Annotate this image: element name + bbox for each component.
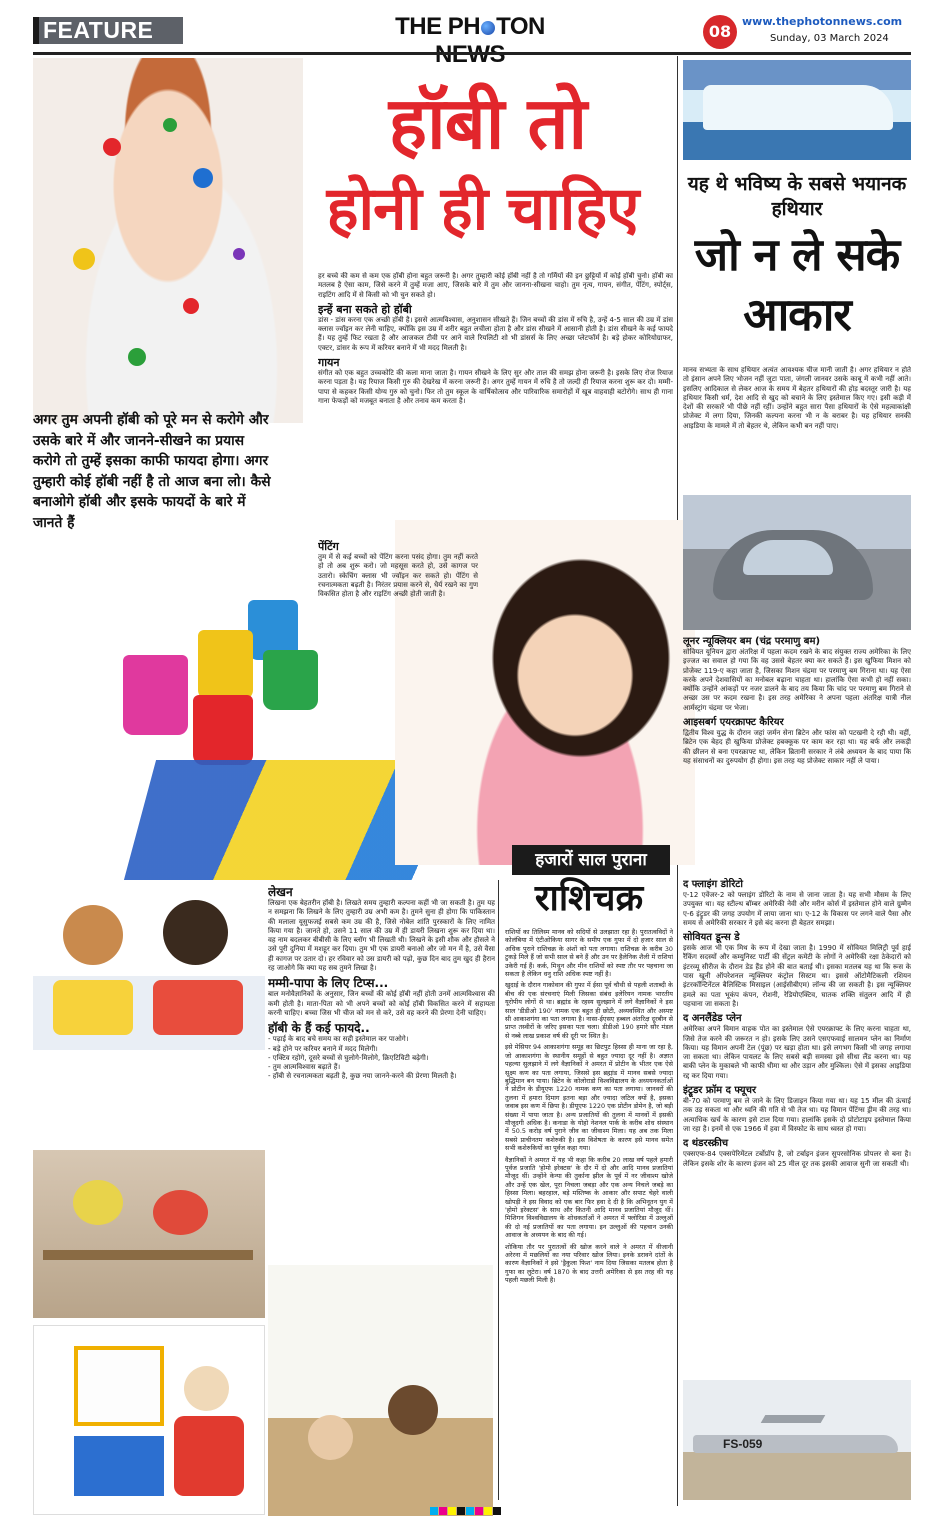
globe-icon bbox=[481, 21, 495, 35]
weapons-sections-a bbox=[683, 635, 911, 865]
lower-left-article bbox=[268, 885, 495, 1260]
weapons-paragraph: मानव सभ्यता के साथ हथियार अत्यंत आवश्यक चीज मानी जाती है। अगर हथियार न होते तो इंसान अपने लिए भोजन नहीं जुटा पाता, जंगली जानवर उसके काबू में कभी नहीं आते। इसलिए आदिकाल से लेकर आज के समय में बेहतर हथियारों की होड़ बदस्तूर जारी है। यह हथियार किसी धर्म, देश आदि से खुद को बचाने के लिए इस्तेमाल किए गए। इसी कड़ी में देशों की सरकारें भी पीछे नहीं रहीं। उन्होंने बहुत सारा पैसा हथियारों के ऐसे महत्वाकांक्षी प्रोजेक्ट में लगा दिया, जिनकी कल्पना करना भी न के बराबर है। यह हथियार सनकी आइडिया के मामले में तो बेहतर थे, लेकिन कभी बन नहीं पाए। bbox=[683, 366, 911, 430]
kids-climbing-photo bbox=[33, 1150, 265, 1318]
lower-subhead: मम्मी-पापा के लिए टिप्स... bbox=[268, 976, 389, 991]
iceberg-photo bbox=[683, 60, 911, 160]
lower-subhead: हॉबी के हैं कई फायदे.. bbox=[268, 1021, 370, 1036]
main-article bbox=[318, 272, 673, 532]
kids-playing-photo bbox=[268, 1265, 493, 1516]
weapon-body: ए-12 एवेंजर-2 को फ्लाइंग डोरिटो के नाम से जाना जाता है। यह सभी मौसम के लिए उपयुक्त था। यह स्टील्थ बॉम्बर अमेरिकी नेवी और मरीन कोर्स में इस्तेमाल होने वाले ग्रुम्मैन ए-6 इंट्रूडर की जगह उपयोग में लाया जाना था। ए-12 के विकास पर लगने वाले पैसा और समय से अमेरिकी सरकार ने इसे बंद करना ही बेहतर समझा। bbox=[683, 891, 911, 927]
weapon-title: लूनर न्यूक्लियर बम (चंद्र परमाणु बम) bbox=[683, 636, 821, 647]
intro-text: अगर तुम अपनी हॉबी को पूरे मन से करोगे और उसके बारे में और जानने-सीखने का प्रयास करोगे तो तुम्हें इसका काफी फायदा होगा। अगर तुम्हारी कोई हॉबी नहीं है तो आज बना लो। कैसे बनाओगे हॉबी और इसके फायदों के बारे में जानते हैं bbox=[33, 412, 271, 531]
main-paragraph: संगीत को एक बहुत उच्चकोटि की कला माना जाता है। गायन सीखने के लिए सुर और ताल की समझ होना जरूरी है। इसके लिए रोज रियाज करना पड़ता है। यह रियाज किसी गुरु की देखरेख में करना जरूरी है। अगर तुम्हें गायन में रुचि है तो जल्दी ही रियाज करना शुरू कर दो। मम्मी-पापा से कहकर किसी योग्य गुरु को चुनो। फिर तो तुम स्कूल के वार्षिकोत्सव और पारिवारिक समारोहों में खूब वाहवाही बटोरोगे। साथ ही गाना गाना फेफड़ों को मजबूत बनाता है और तनाव कम करता है। bbox=[318, 369, 673, 405]
weapon-body: इसके आज भी एक मिथ के रूप में देखा जाता है। 1990 में सोवियत मिलिट्री पूर्व हाई रैंकिंग सदस्यों और कम्युनिस्ट पार्टी की सेंट्रल कमेटी के लोगों ने अमेरिकी रक्षा ठेकेदारों को इंटरव्यू सीरीज के दौरान डेड हैंड होने की बात बताई थी। इसका मतलब यह था कि रूस के पास खूनी ऑपरेशनल न्यूक्लियर कंट्रोल सिस्टम था। इससे ऑटोमैटिकली रशियन इंटरकॉन्टिनेंटल बैलिस्टिक मिसाइल (आईसीबीएम) लॉन्च की जा सकती है। इस न्यूक्लियर हमले का पता भूकंप कंपन, रोशनी, रेडियोएक्टिव, घातक शक्ति संतुलन आदि में ही पहचाना जा सकता है। bbox=[683, 944, 911, 1008]
main-paragraph: डांस - डांस करना एक अच्छी हॉबी है। इससे आत्मविश्वास, अनुशासन सीखते हैं। जिन बच्चों की डांस में रुचि है, उन्हें 4-5 साल की उम्र में डांस क्लास ज्वॉइन कर लेनी चाहिए, क्योंकि इस उम्र में शरीर बहुत लचीला होता है और डांस सीखने में आसानी होती है। डांस सीखने के कई फायदे हैं। यह तुम्हें फिट रखता है और आजकल टीवी पर आने वाले रियलिटी शो भी डांसर्स के लिए अच्छा प्लेटफॉर्म है। बड़े होकर कोरियोग्राफर, एक्टर, डांसर के रूप में करियर बनाने में भी मदद मिलती है। bbox=[318, 315, 673, 352]
weapon-title: द अनलैंडेड प्लेन bbox=[683, 1013, 742, 1025]
page-number: 08 bbox=[703, 15, 737, 49]
painting-section bbox=[318, 540, 478, 700]
masthead-left: THE PH bbox=[395, 13, 481, 40]
rashi-article bbox=[505, 928, 673, 1493]
header-rule bbox=[33, 52, 911, 55]
rashi-paragraph: राशियों का तिलिस्म मानव को सदियों से उलझाता रहा है। पुरातत्वविदों ने कोलंबिया में एंटीओकिया सागर के समीप एक गुफा में दो हजार साल से अधिक पुराने राशिचक्र के अंशों को पता लगाया। राशिचक्र के करीब 30 टुकड़े मिले हैं जो सभी साल से बने हैं और उन पर हैलेनिक शैली में राशियां उकेरी गई हैं। कर्क, मिथुन और मीन राशियों को स्पष्ट तौर पर पहचाना जा सकता है लेकिन धनु राशि अधिक स्पष्ट नहीं है। bbox=[505, 928, 673, 979]
column-divider bbox=[498, 880, 499, 1500]
main-paragraph: तुम में से कई बच्चों को पेंटिंग करना पसंद होगा। तुम नहीं करते हो तो अब शुरू करो। जो महसूस करते हो, उसे कागज पर उतारो। स्केचिंग क्लास भी ज्वॉइन कर सकते हो। पेंटिंग से रचनात्मकता बढ़ती है। निरंतर प्रयास करने से, धैर्य रखने का गुण विकसित होता है और राइटिंग अच्छी होती जाती है। bbox=[318, 553, 478, 599]
rashi-kicker: हजारों साल पुराना bbox=[512, 845, 670, 875]
main-subhead: इन्हें बना सकते हो हॉबी bbox=[318, 302, 412, 316]
weapon-title: द थंडरस्क्रीच bbox=[683, 1138, 729, 1150]
weapons-sections-b bbox=[683, 878, 911, 1378]
weapons-kicker: यह थे भविष्य के सबसे भयानक हथियार bbox=[687, 173, 907, 220]
weapon-title: इंट्रूडर फ्रॉम द फ्यूचर bbox=[683, 1085, 757, 1097]
main-paragraph: हर बच्चे की कम से कम एक हॉबी होना बहुत जरूरी है। अगर तुम्हारी कोई हॉबी नहीं है तो गर्मियों की इन छुट्टियों में कोई हॉबी चुनो। हॉबी का मतलब है ऐसा काम, जिसे करने में तुम्हें मजा आए, जिसके बारे में तुम और जानना-सीखना चाहो। तुम नृत्य, गायन, संगीत, पेंटिंग, स्पोर्ट्स, राइटिंग आदि में से किसी को भी चुन सकते हो। bbox=[318, 272, 673, 299]
weapon-title: आइसबर्ग एयरक्राफ्ट कैरियर bbox=[683, 717, 784, 729]
rashi-title: राशिचक्र bbox=[534, 878, 644, 919]
bullet-item: - पढ़ाई के बाद बचे समय का सही इस्तेमाल कर पाओगे। bbox=[268, 1035, 409, 1044]
weapon-title: सोवियत डून्स डे bbox=[683, 932, 740, 944]
site-url[interactable]: www.thephotonnews.com bbox=[742, 15, 903, 28]
lower-paragraph: लिखना एक बेहतरीन हॉबी है। लिखते समय तुम्हारी कल्पना कहीं भी जा सकती है। तुम यह न समझना कि लिखने के लिए तुम्हारी उम्र अभी कम है। तुमने सुना ही होगा कि पाकिस्तान की मलाला यूसुफजई सबसे कम उम्र की है, जिसे नोबेल शांति पुरस्कारों के लिए नामित किया गया है। जानते हो, उसने 11 साल की उम्र में ही डायरी लिखना शुरू कर दिया था। वह नाम बदलकर बीबीसी के लिए ब्लॉग भी लिखती थी। लिखने के इसी शौक और हौसले ने उसे पूरी दुनिया में मशहूर कर दिया। तुम भी एक डायरी बनाओ और जो मन में है, उसे वैसा ही कागज पर उतार दो। हर रविवार को उस डायरी को पढ़ो, कुछ दिन बाद तुम खुद ही हैरान रह जाओगे कि क्या यह सब तुमने लिखा है। bbox=[268, 899, 495, 973]
jet-photo bbox=[683, 1380, 911, 1500]
kids-writing-photo bbox=[33, 885, 265, 1050]
painting-child-photo bbox=[33, 58, 303, 423]
lower-subhead: लेखन bbox=[268, 885, 293, 899]
bullet-item: - हॉबी से रचनात्मकता बढ़ती है, कुछ नया जानने-करने की प्रेरणा मिलती है। bbox=[268, 1072, 457, 1081]
weapons-title: जो न ले सके आकार bbox=[694, 228, 900, 341]
rashi-paragraph: शोकिया तौर पर पुरातत्वों की खोज करने वाले ने अमरत में वीजानी अरेरना में मछलियों का नया परिवार खोज लिया। इनके डरावने दांतों के कारण वैज्ञानिकों ने इसे 'ड्रैकुला फिश' नाम दिया जिसका मतलब होता है गुफा का लुटेरा। वर्ष 1870 के बाद उत्तरी अमेरिका से इस तरह की यह पहली मछली मिली है। bbox=[505, 1242, 673, 1285]
weapon-body: सोवियत यूनियन द्वारा अंतरिक्ष में पहला कदम रखने के बाद संयुक्त राज्य अमेरिका के लिए इज्जत का सवाल हो गया कि वह उससे बेहतर क्या कर सकते हैं। इस खुफिया मिशन को प्रोजेक्ट 119-ए कहा जाता है, जिसका मिशन चंद्रमा पर परमाणु बम गिराना था। यह ऐसा करके अपने देशवासियों का मनोबल बढ़ाना चाहता था। हालांकि ऐसा कभी हो नहीं सका। क्योंकि उन्होंने आंकड़ों पर नजर डालने के बाद तय किया कि चांद पर परमाणु बम गिराने से अच्छा उस पर कदम रखना है। इस तरह अमेरिका ने अपना पहला अंतरिक्ष यात्री नील आर्मस्ट्रांग चंद्रमा पर भेजा। bbox=[683, 648, 911, 712]
weapon-body: अमेरिका अपने विमान वाहक पोत का इस्तेमाल ऐसे एयरक्राफ्ट के लिए करना चाहता था, जिसे तेज करने की जरूरत न हो। इसके लिए उसने एसएफवाई सालमन प्लेन का निर्माण किया। यह विमान अपनी टेल (पूंछ) पर खड़ा होता था। इसे लगभग किसी भी जगह लगाया जा सकता था। लेकिन पायलट के लिए सबसे बड़ी समस्या इसे सीधा लैंड करना था। यह बाकी प्लेन के मुकाबले भी काफी धीमा था और उड़ान और मुश्किल। ऐसे में इसका आइडिया रद्द कर दिया गया। bbox=[683, 1025, 911, 1080]
section-tag bbox=[33, 17, 183, 44]
main-subhead: गायन bbox=[318, 356, 340, 370]
section-tag-mark bbox=[33, 17, 39, 44]
headline-line-2: होनी ही चाहिए bbox=[326, 174, 639, 244]
main-subhead: पेंटिंग bbox=[318, 540, 339, 553]
easel-kids-photo bbox=[33, 1325, 265, 1515]
lunar-capsule-photo bbox=[683, 495, 911, 630]
lower-paragraph: बाल मनोवैज्ञानिकों के अनुसार, जिन बच्चों की कोई हॉबी नहीं होती उनमें आत्मविश्वास की कमी होती है। माता-पिता को भी अपने बच्चों को कोई हॉबी विकसित करने में सहायता करनी चाहिए। बच्चा जिस भी चीज को मन से करे, उसे वह करने की प्रेरणा देनी चाहिए। bbox=[268, 990, 495, 1017]
masthead-right: TON bbox=[496, 13, 545, 40]
rashi-paragraph: इसे मेसियर 94 आकाशगंगा समूह का छिटपुट हिस्सा ही माना जा रहा है, जो आकाशगंगा के स्थानीय समूहों से बहुत ज्यादा दूर नहीं है। अज्ञात पहल्या सुलझाने में लगे वैज्ञानिकों ने अमरत में प्रोटीन के भीतर एक ऐसे सूक्ष्म कण का पता लगाया, जिससे इस ब्रह्मांड में मानव सबसे ज्यादा बुद्धिमान बन पाया। ब्रिटेन के कोलोराडो विश्वविद्यालय के अध्ययनकर्ताओं ने प्रोटीन के डीयूएफ 1220 नामक कण का पता लगाया। जानवरों की तुलना में हमारा दिमाग इतना बड़ा और ज्यादा जटिल क्यों है, इसका जवाब इस कण में छिपा है। डीयूएफ 1220 एक प्रोटीन डोमेन है, जो बड़ी संख्या में पाया जाता है। अन्य प्रजातियों की तुलना में मानवों में इसकी मौजूदगी अधिक है। कनाडा के योहो नेशनल पार्क के करीब शोध संस्थान में 50.5 करोड़ वर्ष पुराने जीव का जीवाश्म मिला। यह अब तक मिला सबसे प्राचीनतम कशेरुकी है। इस विशेषता के कारण इसे मानव समेत सभी कशेरुकियों का पूर्वज कहा गया। bbox=[505, 1043, 673, 1153]
weapon-body: द्वितीय विश्व युद्ध के दौरान जहां जर्मन सेना ब्रिटेन और फांस को पटखनी दे रही थी। वहीं, ब्रिटेन एक बेहद ही खुफिया प्रोजेक्ट हबक्कूक पर काम कर रहा था। यह बर्फ और लकड़ी की छीलन से बना एयरक्राफ्ट था, लेकिन ब्रितानी सरकार ने लंबे अध्ययन के बाद पाया कि यह संसाधनों का दुरुपयोग ही होगा। इस तरह यह प्रोजेक्ट साकार नहीं ले पाया। bbox=[683, 729, 911, 765]
rashi-paragraph: खुदाई के दौरान गाकोवान की गुफा में ईसा पूर्व चौथी से पहली शताब्दी के बीच की एक संरचनाएं मिली जिसका संबंध इलेरियन नामक भारतीय यूरोपीय लोगों से था। ब्रह्मांड के रहस्य सुलझाने में लगे वैज्ञानिकों ने इस साल 'डीडीओ 190' नामक एक बहुत ही छोटी, अव्यवस्थित और अस्पष्ट सी आकाशगंगा का पता लगाया है। नासा-ईएसए हब्बल अंतरिक्ष दूरबीन से प्राप्त तस्वीरों के जरिए इसका पता चला। डीडीओ 190 हमारे सौर मंडल से नब्बे लाख प्रकाश वर्ष की दूरी पर स्थित है। bbox=[505, 981, 673, 1040]
registration-marks bbox=[430, 1500, 502, 1508]
weapon-body: एक्सएफ-84 एक्सपेरिमेंटल टर्बोप्रॉप है, जो टर्बाइन इंजन सुपरसोनिक प्रोपलर से बना है। लेकिन इसके शोर के कारण इंजन को 25 मील दूर तक इसकी आवाज सुनी जा सकती थी। bbox=[683, 1150, 911, 1168]
headline-line-1: हॉबी तो bbox=[388, 81, 587, 165]
masthead bbox=[360, 13, 580, 69]
bullet-item: - तुम आत्मविश्वास बढ़ाते हैं। bbox=[268, 1063, 341, 1072]
weapon-body: बी-70 को परमाणु बम ले जाने के लिए डिजाइन किया गया था। यह 15 मील की ऊंचाई तक उड़ सकता था और ध्वनि की गति से भी तेज था। यह विमान पेंटिंग्स ड्रीम की तरह था। अत्याधिक खर्च के कारण इसे टाल दिया गया। हालांकि इसके दो प्रोटोटाइप इस्तेमाल किया जा रहा है। इनमें से एक 1966 में हवा में विस्फोट के साथ ध्वस्त हो गया। bbox=[683, 1097, 911, 1133]
issue-date: Sunday, 03 March 2024 bbox=[770, 33, 889, 44]
jet-tail-number: FS-059 bbox=[723, 1437, 763, 1451]
bullet-item: - बड़े होने पर करियर बनाने में मदद मिलेगी। bbox=[268, 1044, 378, 1053]
section-label: FEATURE bbox=[43, 17, 154, 43]
bullet-item: - एक्टिव रहोगे, दूसरे बच्चों से घुलोगे-मिलोगे, क्रिएटिविटी बढ़ेगी। bbox=[268, 1053, 429, 1062]
weapons-intro bbox=[683, 366, 911, 491]
weapon-title: द फ्लाइंग डोरिटो bbox=[683, 879, 743, 890]
rashi-paragraph: वैज्ञानिकों ने अमरत में यह भी कहा कि करीब 20 लाख वर्ष पहले हमारी पूर्वज प्रजाति 'होमो इरेक्टस' के दौर में दो और आदि मानव प्रजातियां मौजूद थीं। उन्होंने केन्या की तुर्काना झील के पूर्व में नर जीवाश्म खोजे और उन्हें एक खेल, पूरा निचला जबड़ा और एक अन्य निचले जबड़े का हिस्सा मिला। बहरहाल, बड़े मस्तिष्क के आकार और सपाट चेहरे वाली खोपड़ी ने इस विवाद को एक बार फिर हवा दे दी है कि अभिनूतन युग में 'होमो इरेक्टस' के साथ और कितनी आदि मानव प्रजातियां मौजूद थीं। मिशिगन विश्वविद्यालय के शोधकर्ताओं ने अमरत में फ्लोरिडा में उल्लुओं की दो नई प्रजातियों का पता लगाया। इन उल्लुओं की पहचान उनकी आवाज के अध्ययन के बाद की गई। bbox=[505, 1155, 673, 1240]
